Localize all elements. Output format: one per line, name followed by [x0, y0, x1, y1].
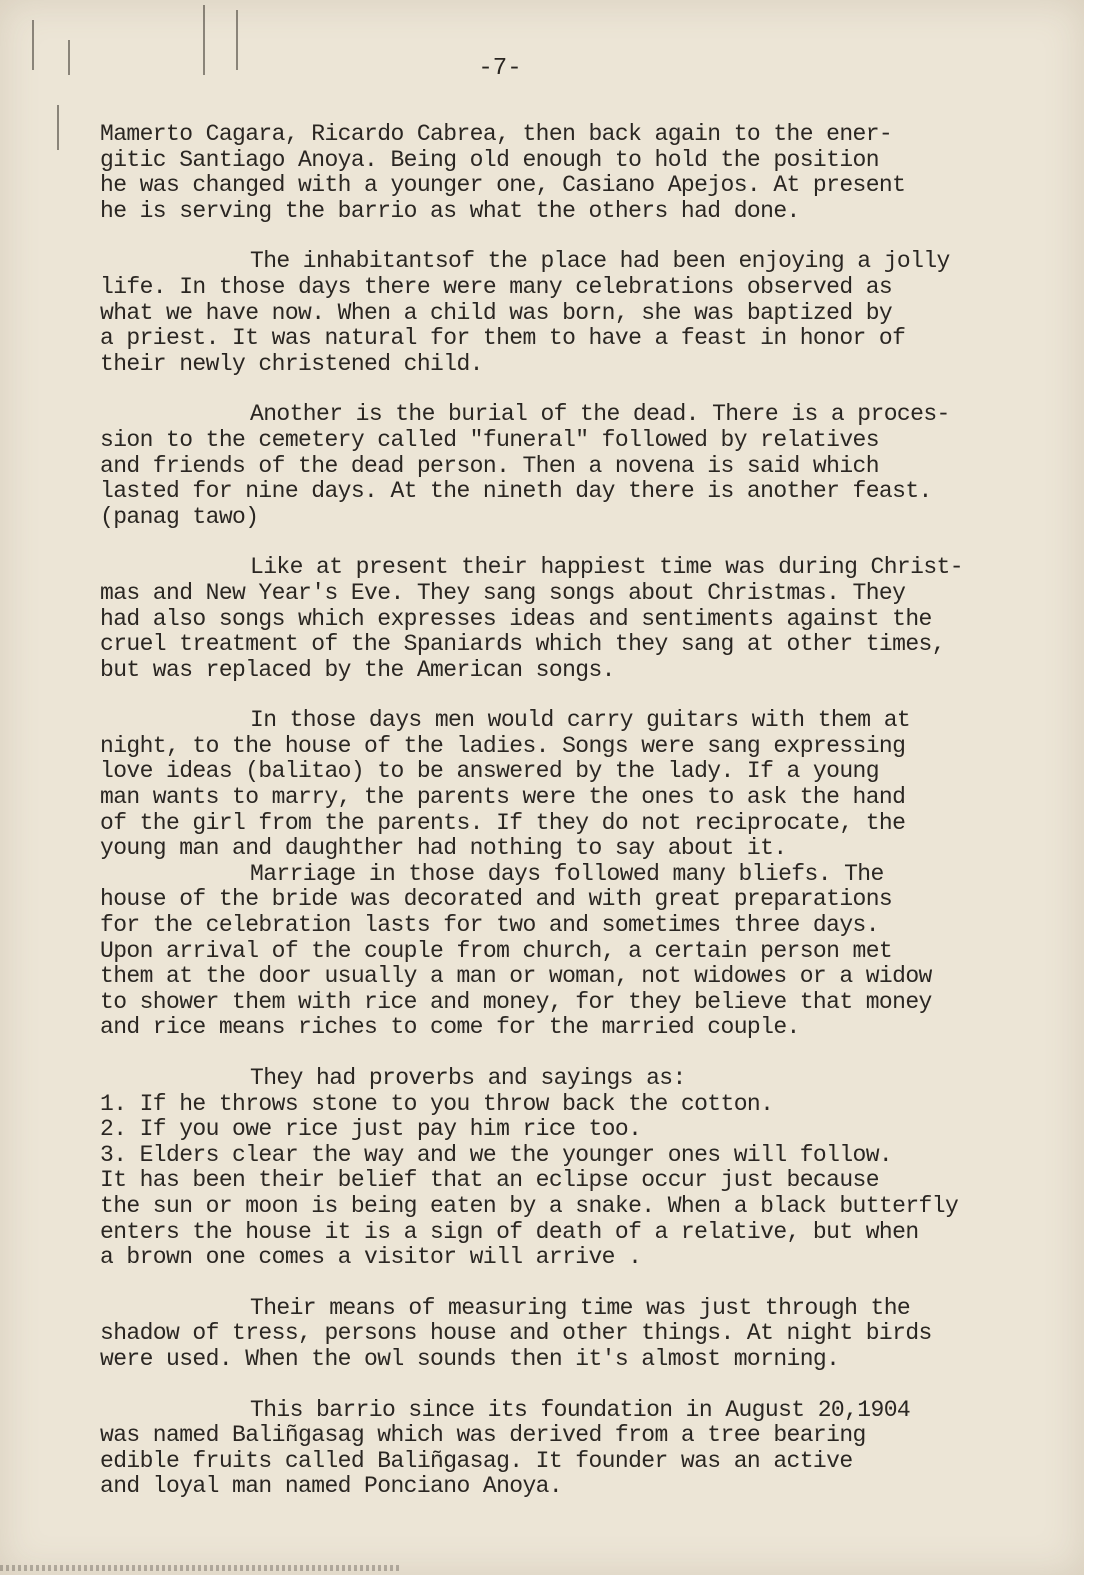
- paragraph: [100, 708, 1080, 862]
- text-line: their newly christened child.: [100, 350, 483, 377]
- text-line: They had proverbs and sayings as:: [250, 1065, 686, 1091]
- text-line: Like at present their happiest time was during Christ-: [250, 554, 963, 581]
- text-line: sion to the cemetery called "funeral" followed by relatives: [100, 426, 879, 453]
- text-line: cruel treatment of the Spaniards which they sang at other times,: [100, 631, 945, 658]
- text-line: 2. If you owe rice just pay him rice too.: [100, 1116, 642, 1143]
- text-line: Upon arrival of the couple from church, a certain person met: [100, 937, 893, 964]
- text-line: edible fruits called Baliñgasag. It founder was an active: [100, 1447, 853, 1474]
- text-line: 1. If he throws stone to you throw back the cotton.: [100, 1090, 774, 1117]
- text-line: them at the door usually a man or woman, not widowes or a widow: [100, 963, 932, 990]
- text-line: Marriage in those days followed many bliefs. The: [250, 860, 884, 887]
- margin-mark: [57, 105, 59, 150]
- text-line: (panag tawo): [100, 503, 259, 530]
- text-line: enters the house it is a sign of death of a relative, but when: [100, 1218, 919, 1245]
- document-body: [100, 122, 1080, 1500]
- text-line: Another is the burial of the dead. There is a proces-: [250, 401, 950, 428]
- text-line: man wants to marry, the parents were the ones to ask the hand: [100, 784, 906, 811]
- text-line: a priest. It was natural for them to have a feast in honor of: [100, 325, 906, 352]
- text-line: he is serving the barrio as what the others had done.: [100, 197, 800, 224]
- text-line: of the girl from the parents. If they do not reciprocate, the: [100, 809, 906, 836]
- paragraph: [100, 1066, 1080, 1092]
- page-number: -7-: [478, 55, 522, 82]
- paragraph: [100, 122, 1080, 224]
- text-line: night, to the house of the ladies. Songs were sang expressing: [100, 732, 906, 759]
- text-line: a brown one comes a visitor will arrive .: [100, 1244, 642, 1271]
- text-line: In those days men would carry guitars with them at: [250, 707, 911, 734]
- paragraph: [100, 402, 1080, 530]
- text-line: young man and daughther had nothing to say about it.: [100, 835, 787, 862]
- text-line: had also songs which expresses ideas and sentiments against the: [100, 605, 932, 632]
- text-line: mas and New Year's Eve. They sang songs about Christmas. They: [100, 579, 906, 606]
- paragraph: [100, 1398, 1080, 1500]
- text-line: and friends of the dead person. Then a novena is said which: [100, 452, 879, 479]
- text-line: and loyal man named Ponciano Anoya.: [100, 1473, 563, 1500]
- paragraph: [100, 1092, 1080, 1271]
- text-line: shadow of tress, persons house and other things. At night birds: [100, 1320, 932, 1347]
- archive-footer-strip: [0, 1565, 400, 1571]
- paragraph: [100, 249, 1080, 377]
- text-line: and rice means riches to come for the married couple.: [100, 1014, 800, 1041]
- paragraph: [100, 1296, 1080, 1373]
- text-line: what we have now. When a child was born, she was baptized by: [100, 299, 893, 326]
- text-line: Mamerto Cagara, Ricardo Cabrea, then back again to the ener-: [100, 121, 893, 147]
- paragraph: [100, 555, 1080, 683]
- text-line: It has been their belief that an eclipse occur just because: [100, 1167, 879, 1194]
- text-line: Their means of measuring time was just through the: [250, 1294, 911, 1321]
- text-line: This barrio since its foundation in August 20,1904: [250, 1396, 911, 1423]
- text-line: love ideas (balitao) to be answered by the lady. If a young: [100, 758, 879, 785]
- text-line: life. In those days there were many celebrations observed as: [100, 273, 893, 300]
- text-line: to shower them with rice and money, for they believe that money: [100, 988, 932, 1015]
- text-line: the sun or moon is being eaten by a snake. When a black butterfly: [100, 1192, 959, 1219]
- text-line: house of the bride was decorated and with great preparations: [100, 886, 893, 913]
- text-line: he was changed with a younger one, Casiano Apejos. At present: [100, 172, 906, 199]
- text-line: was named Baliñgasag which was derived from a tree bearing: [100, 1422, 866, 1449]
- text-line: were used. When the owl sounds then it's almost morning.: [100, 1345, 840, 1372]
- text-line: for the celebration lasts for two and sometimes three days.: [100, 912, 879, 939]
- text-line: but was replaced by the American songs.: [100, 656, 615, 683]
- text-line: The inhabitantsof the place had been enjoying a jolly: [250, 248, 950, 275]
- text-line: 3. Elders clear the way and we the younger ones will follow.: [100, 1141, 893, 1168]
- text-line: gitic Santiago Anoya. Being old enough to hold the position: [100, 146, 879, 173]
- paragraph: [100, 862, 1080, 1041]
- text-line: lasted for nine days. At the nineth day there is another feast.: [100, 478, 932, 505]
